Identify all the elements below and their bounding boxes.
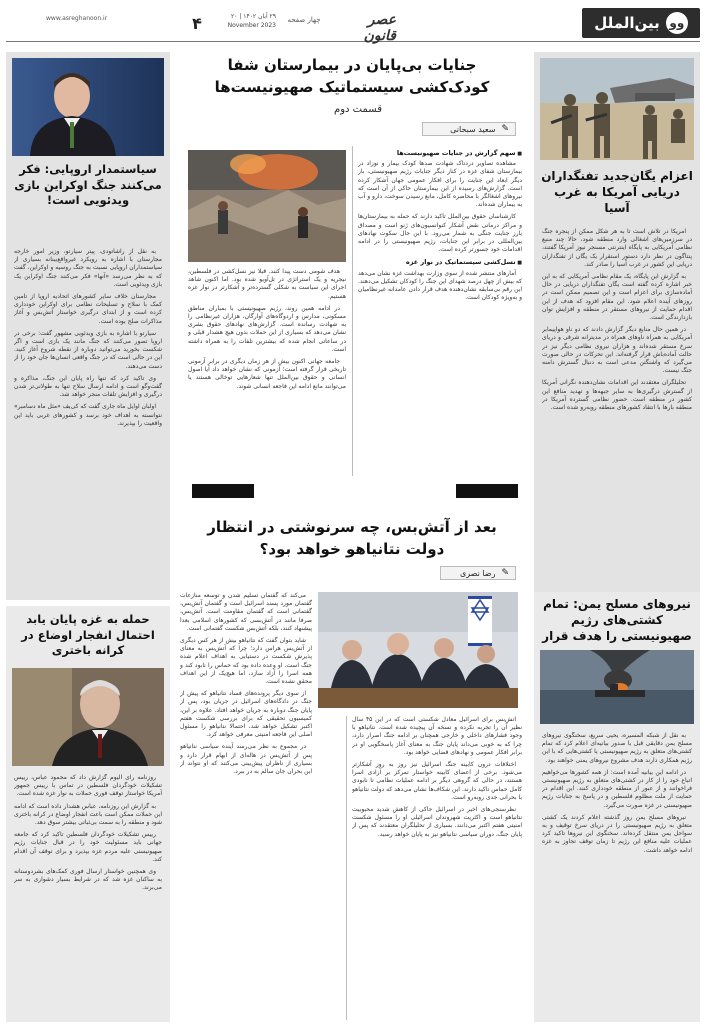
paragraph: جامعه جهانی اکنون بیش از هر زمان دیگری در برابر آزمونی تاریخی قرار گرفته است؛ آزمونی که نشان خواهد داد آیا اصول انسانی و حقوق بین‌الملل تنها شعارهایی توخالی هستند یا می‌توانند مانع ادامه این فاجعه انسانی شوند. <box>188 358 346 390</box>
right-bottom-body <box>542 732 692 1016</box>
paragraph: در همین حال منابع دیگر گزارش دادند که دو ناو هواپیمابر آمریکایی به همراه ناوهای همراه در مدیترانه شرقی و دریای سرخ مستقر شده‌اند و هزاران نیروی نظامی دیگر نیز در حالت آماده‌باش قرار گرفته‌اند. این تحرکات در حالی صورت می‌گیرد که واشنگتن مدعی است به دنبال گسترش دامنه جنگ نیست. <box>542 326 692 375</box>
center-bottom-author: رضا نصری <box>459 568 496 578</box>
paragraph: آتش‌بس برای اسرائیل معادل شکستی است که در این ۴۵ سال نظیر آن را تجربه نکرده و نسخه آن پیچیده شده است. نتانیاهو با وجود فشارهای داخلی و خارجی همچنان بر ادامه جنگ اصرار دارد، چرا که به خوبی می‌داند پایان جنگ به معنای آغاز پاسخگویی او در برابر افکار عمومی و نهادهای قضایی خواهد بود. <box>352 716 522 756</box>
paragraph: رییس تشکیلات خودگردان فلسطین تاکید کرد که جامعه جهانی باید مسئولیت خود را در قبال جنایات رژیم صهیونیستی علیه مردم غزه بپذیرد و برای توقف آن اقدام کند. <box>14 831 162 863</box>
subheading: ■ نسل‌کشی سیستماتیک در نوار غزه <box>358 258 522 267</box>
center-bottom-headline-line2: دولت نتانیاهو خواهد بود؟ <box>259 540 445 558</box>
right-top-article <box>534 52 700 600</box>
center-top-col-right <box>358 146 522 476</box>
center-bottom-headline-line1: بعد از آتش‌بس، چه سرنوشتی در انتظار <box>207 518 497 536</box>
pen-icon: ✎ <box>501 124 509 134</box>
right-top-body <box>542 228 692 594</box>
paragraph: تحلیلگران معتقدند این اقدامات نشان‌دهنده نگرانی آمریکا از گسترش درگیری‌ها به سایر جبهه‌ها و تهدید منافع این کشور در منطقه است. حضور نظامی گسترده آمریکا در منطقه بارها با انتقاد کشورهای منطقه روبه‌رو شده است. <box>542 379 692 412</box>
issue-info: ۲۹ آبان ۱۴۰۲ | ۲۰ November 2023 <box>227 13 276 29</box>
center-top-headline-line2: کودک‌کشی سیستماتیک صهیونیست‌ها <box>214 78 490 96</box>
paragraph: آمارهای منتشر شده از سوی وزارت بهداشت غزه نشان می‌دهد که بیش از چهل درصد شهدای این جنگ را کودکان تشکیل می‌دهند. این رقم بی‌سابقه نشان‌دهنده هدف قرار دادن عامدانه غیرنظامیان و به‌ویژه کودکان است. <box>358 269 522 302</box>
paragraph: در مجموع به نظر می‌رسد آینده سیاسی نتانیاهو پس از آتش‌بس در هاله‌ای از ابهام قرار دارد و بسیاری از ناظران پیش‌بینی می‌کنند که او نتواند از این بحران جان سالم به در ببرد. <box>180 743 312 776</box>
paragraph: به گزارش این روزنامه، عباس هشدار داده است که ادامه این حملات ممکن است باعث انفجار اوضاع در کرانه باختری شود و منطقه را به سمت بی‌ثباتی بیشتر سوق دهد. <box>14 802 162 827</box>
gaza-rubble-photo <box>188 150 346 262</box>
paragraph: سیارتو با اشاره به بازی ویدئویی مشهور گفت: برخی در اروپا تصور می‌کنند که جنگ مانند یک بازی است و اگر شکست بخورید می‌توانید دوباره از نقطه شروع آغاز کنید. این در حالی است که در جنگ واقعی انسان‌ها جان خود را از دست می‌دهند. <box>14 329 162 370</box>
page-number: ۴ <box>192 14 202 33</box>
paragraph: آمریکا در تلاش است تا به هر شکل ممکن از پنجره جنگ در سرزمین‌های اشغالی وارد منطقه شود، حالا چند منبع نظامی آمریکایی به پایگاه اینترنتی مسنجر نیوز آمریکا گفتند، پنتاگون در نظر دارد دستور استقرار یک یگان از تفنگداران دریایی این کشور در غرب آسیا را صادر کند. <box>542 228 692 268</box>
left-top-headline: سیاستمدار اروپایی: فکر می‌کنند جنگ اوکراین بازی ویدئویی است! <box>14 162 162 208</box>
paragraph: وی همچنین خواستار ارسال فوری کمک‌های بشردوستانه به ساکنان غزه شد که در شرایط بسیار دشواری به سر می‌برند. <box>14 868 162 892</box>
center-top-headline-line1: جنایات بی‌پایان در بیمارستان شفا <box>227 56 477 74</box>
paragraph: شاید بتوان گفت که نتانیاهو بیش از هر کس دیگری از آتش‌بس هراس دارد؛ چرا که آتش‌بس به معنای پذیرش شکست در دستیابی به اهداف اعلام شده جنگ است. او وعده داده بود که حماس را نابود کند و همه اسرا را آزاد سازد، اما هیچ‌یک از این اهداف محقق نشده است. <box>180 637 312 686</box>
section-title: بین‌الملل <box>594 14 660 32</box>
section-tag <box>582 8 700 38</box>
center-bottom-byline <box>440 566 516 580</box>
paragraph: به گزارش این پایگاه، یک مقام نظامی آمریکایی که به این خبر اشاره کرده گفته است یگان تفنگداران دریایی در حال آماده‌سازی برای اعزام است و این تصمیم ممکن است در روزهای آینده اعلام شود. این مقام افزود که هدف از این اقدام حمایت از نیروهای مستقر در منطقه و افزایش توان بازدارندگی است. <box>542 273 692 322</box>
center-bottom-headline <box>180 516 524 560</box>
paragraph: در ادامه همین روند، رژیم صهیونیستی با بمباران مناطق مسکونی، مدارس و اردوگاه‌های آوارگان، هزاران غیرنظامی را به شهادت رسانده است. گزارش‌های نهادهای حقوق بشری نشان می‌دهد که بسیاری از این حملات بدون هیچ هشدار قبلی و در ساعاتی انجام شده که بیشترین تلفات را به همراه داشته است. <box>188 304 346 353</box>
paragraph: هدف شومی دست پیدا کنند. قبلا نیز نسل‌کشی در فلسطین، نیجریه و یک استراتژی در تل‌آویو شده بود. اما اکنون شاهد اجرای این سیاست به شکلی گسترده‌تر و آشکارتر در نوار غزه هستیم. <box>188 268 346 300</box>
section-logo-icon: وو <box>666 12 688 34</box>
paragraph: به نقل از راشاتودی، پیتر سیارتو، وزیر امور خارجه مجارستان با اشاره به رویکرد غیرواقع‌بینانه بسیاری از سیاستمداران اروپایی نسبت به جنگ روسیه و اوکراین، گفت که به نظر می‌رسد «آنها» فکر می‌کنند جنگ اوکراین یک بازی ویدئویی است. <box>14 248 162 288</box>
center-bottom-col-right <box>352 716 522 1020</box>
paragraph: نظرسنجی‌های اخیر در اسرائیل حاکی از کاهش شدید محبوبیت نتانیاهو است و اکثریت شهروندان اسرائیلی او را مسئول شکست امنیتی هفتم اکتبر می‌دانند. بسیاری از تحلیلگران معتقدند که پس از پایان جنگ، دوران سیاسی نتانیاهو نیز به پایان خواهد رسید. <box>352 806 522 838</box>
redacted-block <box>192 484 254 498</box>
brand-subtitle: چهار صفحه <box>287 16 321 24</box>
politician-photo <box>12 58 164 156</box>
left-bottom-headline: حمله به غزه پایان یابد احتمال انفجار اوضاع در کرانه باختری <box>21 612 155 658</box>
center-top-part: قسمت دوم <box>334 104 382 115</box>
ship-fire-photo <box>540 650 694 724</box>
paragraph: به نقل از شبکه المسیره، یحیی سریع، سخنگوی نیروهای مسلح یمن دقایقی قبل با صدور بیانیه‌ای اعلام کرد که تمام کشتی‌های متعلق به رژیم صهیونیستی یا کشتی‌هایی که با این رژیم همکاری دارند هدف مشروع نیروهای یمنی خواهند بود. <box>542 732 692 764</box>
pen-icon: ✎ <box>501 568 509 578</box>
center-top-author: سعید سبحانی <box>450 124 496 134</box>
paragraph: اولبان اوایل ماه جاری گفت که کی‌یف «مثل ماه دسامبر» نتوانسته به اهداف خود برسد و کشورهای غربی باید این واقعیت را بپذیرند. <box>14 403 162 427</box>
paragraph: نیروهای مسلح یمن روز گذشته اعلام کردند یک کشتی متعلق به رژیم صهیونیستی را در دریای سرخ توقیف و به سواحل یمن منتقل کرده‌اند. سخنگوی این نیروها تاکید کرد عملیات علیه منافع این رژیم تا زمان توقف تجاوز به غزه ادامه خواهد داشت. <box>542 813 692 854</box>
soldiers-photo <box>540 58 694 160</box>
left-top-body <box>14 248 162 594</box>
center-bottom-col-left <box>180 592 312 1020</box>
subheading: ■ سهم گزارش در جنایات صهیونیست‌ها <box>358 149 522 158</box>
center-top-headline <box>180 54 524 98</box>
right-top-headline: اعزام یگان‌جدید تفنگداران دریایی آمریکا به غرب آسیا <box>541 169 693 216</box>
paragraph: اختلافات درون کابینه جنگ اسرائیل نیز روز به روز آشکارتر می‌شود. برخی از اعضای کابینه خواستار تمرکز بر آزادی اسرا هستند، در حالی که گروهی دیگر بر ادامه عملیات نظامی تا نابودی کامل حماس تاکید دارند. این شکاف‌ها نشان می‌دهد که دولت نتانیاهو با بحرانی جدی روبه‌رو است. <box>352 761 522 801</box>
paragraph: می‌کند که گفتمان تسلیم شدن و توسعه منازعات گفتمان مورد پسند اسرائیل است و گفتمان آتش‌بس، گفتمانی است که گفتمان مقاومت است. آتش‌بس، صرفا مانند در آتش‌بسی که کشورهای اسلامی بعدا پیشنهاد کنند، بلکه آتش‌بس شکست گفتمانی است. <box>180 592 312 632</box>
paragraph: روزنامه رای الیوم گزارش داد که محمود عباس، رییس تشکیلات خودگردان فلسطین در تماس با رییس جمهور آمریکا خواستار توقف فوری حملات به نوار غزه شده است. <box>14 774 162 798</box>
left-bottom-body <box>14 774 162 1018</box>
redacted-block <box>456 484 518 498</box>
paragraph: مجارستان خلاف سایر کشورهای اتحادیه اروپا از تامین کمک با سلاح و تسلیحات نظامی برای اوکراین خودداری کرده است و از ابتدای درگیری خواستار آتش‌بس و آغاز مذاکرات صلح بوده است. <box>14 293 162 325</box>
paragraph: در ادامه این بیانیه آمده است: از همه کشورها می‌خواهیم اتباع خود را از کار در کشتی‌های متعلق به رژیم صهیونیستی فراخوانند و از عبور از منطقه خودداری کنند. این اقدام در حمایت از ملت مظلوم فلسطین و در پاسخ به جنایات رژیم صهیونیستی در غزه صورت می‌گیرد. <box>542 768 692 809</box>
column-divider <box>346 716 347 1020</box>
masthead <box>6 6 700 42</box>
web-info: www.asreghanoon.ir <box>46 15 108 22</box>
right-bottom-headline: نیروهای مسلح یمن: تمام کشتی‌های رژیم صهیونیستی را هدف قرار <box>542 597 692 644</box>
netanyahu-cabinet-photo <box>318 592 518 708</box>
left-top-article <box>6 52 170 600</box>
left-bottom-article <box>6 606 170 1022</box>
center-top-col-left <box>188 268 346 476</box>
paragraph: از سوی دیگر پرونده‌های فساد نتانیاهو که پیش از جنگ در دادگاه‌های اسرائیل در جریان بود، پس از پایان جنگ دوباره به جریان خواهد افتاد. علاوه بر این، کمیسیون تحقیقی که برای بررسی شکست هفتم اکتبر تشکیل خواهد شد، احتمالا نتانیاهو را مسئول اصلی این فاجعه امنیتی معرفی خواهد کرد. <box>180 690 312 739</box>
center-top-byline <box>422 122 516 136</box>
paragraph: مشاهده تصاویر دردناک شهادت صدها کودک بیمار و نوزاد در بیمارستان شفای غزه در کنار دیگر جنایات رژیم صهیونیستی، بار دیگر ابعاد این جنایت را برای افکار عمومی جهان آشکار کرده است. گزارش‌های رسیده از این بیمارستان حاکی از آن است که نیروهای اشغالگر با محاصره کامل، مانع رسیدن سوخت، دارو و آب به بیماران شده‌اند. <box>358 160 522 209</box>
paragraph: کارشناسان حقوق بین‌الملل تاکید دارند که حمله به بیمارستان‌ها و مراکز درمانی نقض آشکار کنوانسیون‌های ژنو است و مصداق بارز جنایت جنگی به شمار می‌رود. با این حال سکوت نهادهای بین‌المللی در برابر این جنایات، رژیم صهیونیستی را در ادامه اقدامات خود جسورتر کرده است. <box>358 213 522 254</box>
right-bottom-article <box>534 592 700 1022</box>
abbas-photo <box>12 668 164 766</box>
column-divider <box>352 146 353 476</box>
paragraph: وی تاکید کرد که تنها راه پایان این جنگ، مذاکره و گفت‌وگو است و ادامه ارسال سلاح تنها به طولانی‌تر شدن درگیری و افزایش تلفات منجر خواهد شد. <box>14 374 162 399</box>
brand-logo: عصر قانون <box>363 12 396 44</box>
